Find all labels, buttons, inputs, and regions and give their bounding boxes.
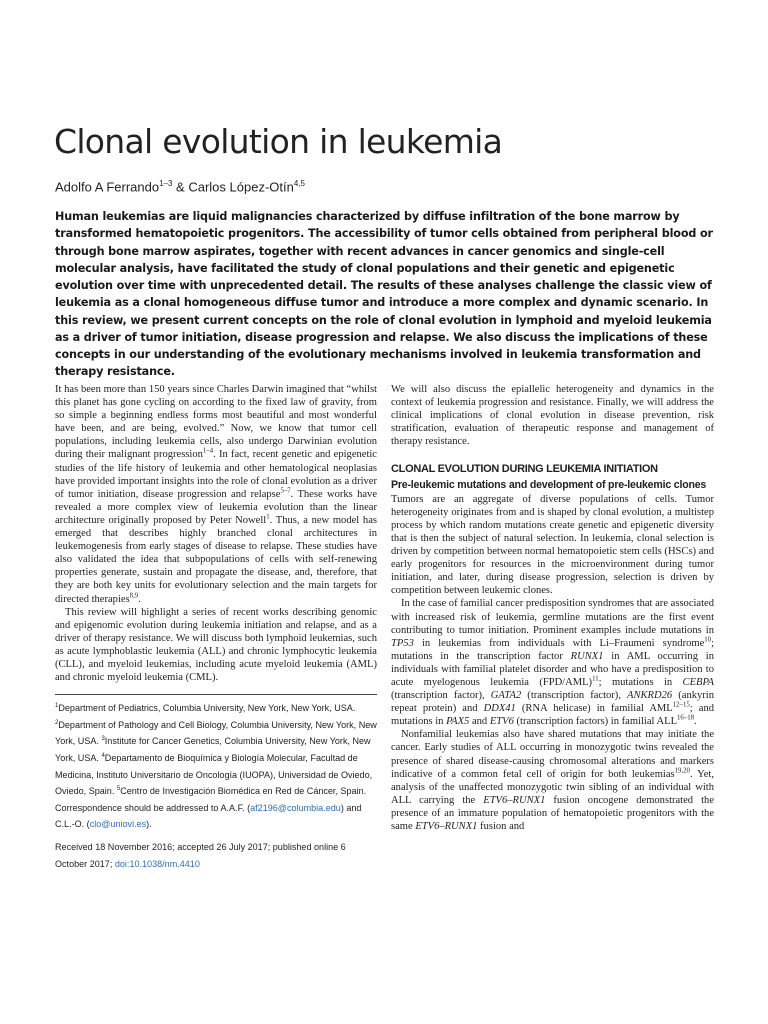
author-line — [55, 179, 305, 194]
subsection-heading: Pre-leukemic mutations and development of pre-leukemic clones — [391, 478, 707, 491]
abstract: Human leukemias are liquid malignancies characterized by diffuse infiltration of the bone marrow by transformed hematopoietic progenitors. The accessibility of tumor cells obtained from peripheral blood or through bone marrow aspirates, together with recent advances in cancer genomics and single-cell molecular analysis, have facilitated the study of clonal populations and their genetic and epigenetic evolution over time with unprecedented detail. The results of these analyses challenge the classic view of leukemia as a clonal homogeneous diffuse tumor and introduce a more complex and dynamic scenario. In this review, we present current concepts on the role of clonal evolution in lymphoid and myeloid leukemia as a driver of tumor initiation, disease progression and relapse. We also discuss the implications of these concepts in our understanding of the evolutionary mechanisms involved in leukemia transformation and therapy resistance. — [55, 210, 713, 379]
citation: 12–15 — [672, 701, 690, 709]
citation: 11 — [592, 675, 599, 683]
citation: 8,9 — [129, 591, 139, 599]
gene-name: TP53 — [391, 637, 414, 649]
author-separator: & — [172, 179, 189, 195]
gene-name: CEBPA — [682, 676, 714, 688]
author-name: Carlos López-Otín — [188, 179, 294, 195]
body-paragraph: This review will highlight a series of recent works describing genomic and epigenomic evolution during leukemia initiation and relapse, and as a driver of therapy resistance. We will discuss both lymphoid leukemias, such as acute lymphoblastic leukemia (ALL) and chronic lymphocytic leukemia (CLL), and myeloid leukemias, including acute myeloid leukemia (AML) and chronic myeloid leukemia (CML). — [55, 606, 377, 684]
article-title: Clonal evolution in leukemia — [54, 122, 503, 161]
gene-name: ETV6–RUNX1 — [415, 821, 478, 832]
citation: 1–4 — [202, 447, 214, 455]
doi-link[interactable]: doi:10.1038/nm.4410 — [114, 858, 200, 869]
affiliation-superscript: 4,5 — [293, 179, 305, 188]
citation: 16–18 — [677, 714, 695, 722]
email-link[interactable]: af2196@columbia.edu — [250, 802, 341, 813]
citation: 10 — [704, 636, 712, 644]
body-paragraph: Tumors are an aggregate of diverse populations of cells. Tumor heterogeneity originates from and is shaped by clonal evolution, a multistep process by which random mutations create genetic and epigenetic diversity that is then the subject of natural selection. In leukemia, clonal selection is driven by competition between normal hematopoietic stem cells (HSCs) and early progenitors for resources in the microenvironment during tumor initiation, and later, during disease progression, selection is driven by competition between leukemic clones. — [391, 493, 714, 597]
affiliations-footnote: $^1$Department of Pediatrics, Columbia University, New York, New York, USA. $^2$Department of Pathology and Cell Biology, Columbia University, New York, New York, USA. $^3$Institute for Cancer Genetics, Columbia University, New York, New York, USA. $^4$Departamento de Bioquímica y Biología Molecular, Facultad de Medicina, Instituto Universitario de Oncología (IUOPA), Universidad de Oviedo, Oviedo, Spain. $^5$Centro de Investigación Biomédica en Red de Cáncer, Spain. Correspondence should be addressed to A.A.F. (af2196@columbia.edu) and C.L.-O. (clo@uniovi.es). — [55, 694, 377, 833]
gene-name: ETV6 — [489, 716, 514, 728]
gene-name: DDX41 — [483, 703, 516, 715]
email-link[interactable]: clo@uniovi.es — [89, 819, 147, 830]
author-name: Adolfo A Ferrando — [55, 179, 160, 195]
gene-name: RUNX1 — [570, 650, 604, 662]
left-column — [55, 383, 377, 872]
body-paragraph: It has been more than 150 years since Charles Darwin imagined that “whilst this planet has gone cycling on according to the fixed law of gravity, from so simple a beginning endless forms most beautiful and most wonderful have been, and are being, evolved.” Now, we know that tumor cell populations, including leukemia cells, also undergo Darwinian evolution during their malignant progression$^{1-4}$. In fact, recent genetic and epigenetic studies of the life history of leukemia and other hematological neoplasias have provided important insights into the role of clonal evolution as a driver of tumor initiation, disease progression and relapse$^{5-7}$. These works have revealed a more complex view of leukemia evolution than the linear architecture originally proposed by Peter Nowell$^1$. Thus, a new model has emerged that describes highly branched clonal architectures in leukemogenesis from early stages of disease to relapse. These studies have also validated the idea that subpopulations of cells with self-renewing properties generate, sustain and propagate the disease, and, therefore, that they are both key units for evolutionary selection and the main targets for directed therapies$^{8,9}$. — [55, 384, 377, 605]
citation: 1 — [266, 513, 270, 521]
citation: 19,20 — [674, 767, 690, 775]
gene-name: GATA2 — [490, 690, 522, 702]
gene-name: PAX5 — [446, 716, 470, 728]
body-paragraph: Nonfamilial leukemias also have shared mutations that may initiate the cancer. Early studies of ALL occurring in monozygotic twins revealed the presence of shared disease-causing chromosomal alterations and markers indicative of a common fetal cell of origin for both leukemias$^{19,20}$. Yet, analysis of the unaffected monozygotic twin sibling of an individual with ALL carrying the ETV6–RUNX1 fusion oncogene demonstrated the presence of an immature population of hematopoietic progenitors with the same ETV6–RUNX1 fusion and — [391, 729, 714, 832]
section-heading: CLONAL EVOLUTION DURING LEUKEMIA INITIATION — [391, 463, 658, 476]
right-column — [391, 383, 714, 833]
body-paragraph: We will also discuss the epiallelic heterogeneity and dynamics in the context of leukemia progression and resistance. Finally, we will address the clinical implications of clonal evolution in disease prevention, risk stratification, evaluation of therapeutic response and management of therapy resistance. — [391, 384, 714, 448]
affiliation-superscript: 1–3 — [159, 179, 173, 188]
publication-history: Received 18 November 2016; accepted 26 July 2017; published online 6 October 2017; doi:10.1038/nm.4410 — [55, 841, 346, 869]
gene-name: ANKRD26 — [627, 690, 673, 702]
gene-name: ETV6–RUNX1 — [483, 794, 546, 806]
citation: 5–7 — [280, 487, 291, 495]
body-paragraph: In the case of familial cancer predisposition syndromes that are associated with increased risk of leukemia, germline mutations are the first event contributing to tumor initiation. Prominent examples include mutations in TP53 in leukemias from individuals with Li–Fraumeni syndrome$^{10}$; mutations in the transcription factor RUNX1 in AML occurring in individuals with familial platelet disorder and who have a predisposition to acute myelogenous leukemia $(FPD/AML)^{11}$; mutations in CEBPA (transcription factor), GATA2 (transcription factor), ANKRD26 (ankyrin repeat protein) and DDX41 (RNA helicase) in familial AML$^{12-15}$; and mutations in PAX5 and ETV6 (transcription factors) in familial ALL$^{16-18}$. — [391, 598, 715, 728]
